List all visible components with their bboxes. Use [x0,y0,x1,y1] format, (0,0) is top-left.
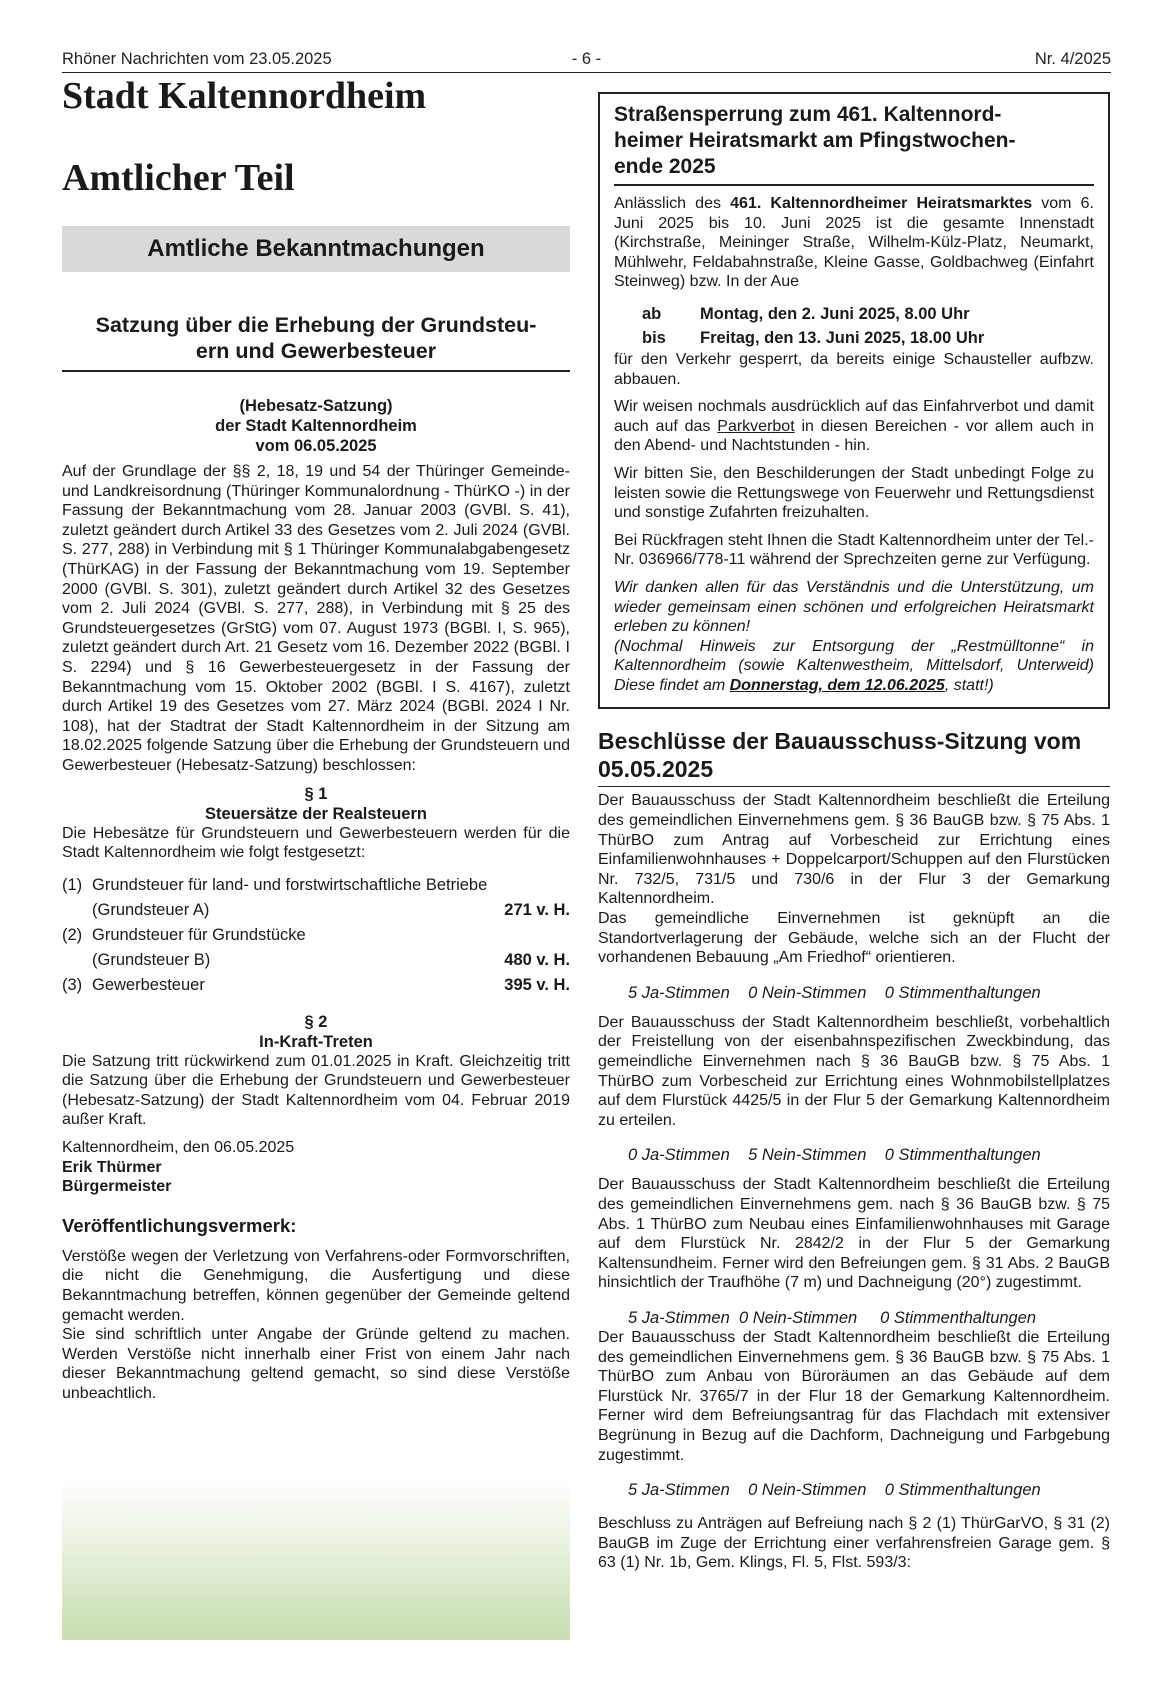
waste-text: (Nochmal Hinweis zur Entsorgung der „Restmülltonne“ in Kaltennordheim (sowie Kaltenwestheim, Mittelsdorf, Unterweid) Diese findet am [614,637,1094,694]
bauausschuss-heading [598,727,1110,787]
decision-1-condition: Das gemeindliche Einvernehmen ist geknüpft an die Standortverlagerung der Gebäude, welche sich an der Flucht der vorhandenen Bebauung „Am Friedhof“ orientieren. [598,910,1110,967]
rates-table [62,873,570,998]
rate-sublabel: (Grundsteuer A) [92,900,210,919]
from-label: ab [642,304,662,323]
warning-text: in diesen Bereichen - vor allem auch in den Abend- und Nachtstunden - hin. [614,417,1094,455]
header-issue: Nr. 4/2025 [1034,50,1111,68]
table-row [62,948,570,973]
decision-5: Beschluss zu Anträgen auf Befreiung nach § 2 (1) ThürGarVO, § 31 (2) BauGB im Zuge der Errichtung einer verfahrensfreien Garage gem. § 63 (1) Nr. 1b, Gem. Klings, Fl. 5, Flst. 593/3: [598,1515,1110,1572]
header-publication: Rhöner Nachrichten vom 23.05.2025 [62,50,332,68]
closure-dates [614,302,1094,350]
satzung-heading-line1: Satzung über die Erhebung der Grundsteu- [95,313,537,337]
road-closure-intro [614,194,1094,292]
to-value: Freitag, den 13. Juni 2025, 18.00 Uhr [700,328,985,347]
contact-info: Bei Rückfragen steht Ihnen die Stadt Kaltennordheim unter der Tel.-Nr. 036966/778-11 während der Sprechzeiten gerne zur Verfügung. [614,531,1094,569]
section-title: Amtlicher Teil [62,157,295,199]
heading-line: Beschlüsse der Bauausschuss-Sitzung vom [598,728,1082,755]
vote-result-3: 5 Ja-Stimmen 0 Nein-Stimmen 0 Stimmenthaltungen [628,1308,1037,1327]
satzung-intro: Auf der Grundlage der §§ 2, 18, 19 und 54 der Thüringer Gemeinde- und Landkreisordnung (Thüringer Kommunalordnung - ThürKO -) in der Fassung der Bekanntmachung vom 28. Januar 2003 (GVBl. S. 41), zuletzt geändert durch Artikel 33 des Gesetzes vom 2. Juli 2024 (GVBl. S. 277, 288) in Verbindung mit § 1 Thüringer Kommunalabgabengesetz (ThürKAG) in der Fassung der Bekanntmachung vom 19. September 2000 (GVBl. S. 301), zuletzt geändert durch Artikel 32 des Gesetzes vom 2. Juli 2024 (GVBl. S. 277, 288), in Verbindung mit § 25 des Grundsteuergesetzes (GrStG) vom 07. August 1973 (BGBl. I, S. 965), zuletzt geändert durch Art. 21 Gesetz vom 16. Dezember 2022 (BGBl. I S. 2294) und § 16 Gewerbesteuergesetz in der Fassung der Bekanntmachung vom 15. Oktober 2002 (BGBl. I S. 4167), zuletzt durch Artikel 19 des Gesetzes vom 27. März 2024 (BGBl. 2024 I Nr. 108), hat der Stadtrat der Stadt Kaltennordheim in der Sitzung am 18.02.2025 folgende Satzung über die Erhebung der Grundsteuern und Gewerbesteuer (Hebesatz-Satzung) beschlossen: [62,463,570,774]
decision-1: Der Bauausschuss der Stadt Kaltennordheim beschließt die Erteilung des gemeindlichen Einvernehmens gem. § 36 BauGB bzw. § 75 Abs. 1 ThürBO zum Antrag auf Vorbescheid zur Errichtung eines Einfamilienwohnhauses + Doppelcarport/Schuppen auf den Flurstücken Nr. 732/5, 731/5 und 730/6 in der Flur 3 der Gemarkung Kaltennordheim. [598,792,1110,908]
vermerk-text-2: Sie sind schriftlich unter Angabe der Gründe geltend zu machen. Werden Verstöße nicht innerhalb einer Frist von einem Jahr nach dieser Bekanntmachung geltend gemacht, so sind diese Verstöße unbeachtlich. [62,1326,570,1402]
parking-warning [614,397,1094,456]
road-closure-heading [614,102,1094,186]
waste-text: , statt!) [944,676,994,694]
closed-notice: für den Verkehr gesperrt, da bereits einige Schausteller aufbzw. abbauen. [614,350,1094,388]
paragraph-1-heading [62,784,570,824]
rate-label: Grundsteuer für land- und forstwirtschaftliche Betriebe [92,875,488,894]
heading-line: Straßensperrung zum 461. Kaltennord- [614,103,1002,126]
rate-number: (1) [62,875,83,894]
subtitle-line2: der Stadt Kaltennordheim [215,417,417,435]
rate-value: 480 v. H. [504,950,570,969]
rate-number: (2) [62,925,83,944]
paragraph-1-number: § 1 [304,784,328,803]
vermerk-text-1: Verstöße wegen der Verletzung von Verfahrens-oder Formvorschriften, die nicht die Genehmigung, die Ausfertigung und diese Bekanntmachung betreffen, können gegenüber der Gemeinde geltend gemacht werden. [62,1247,570,1324]
heading-line: 05.05.2025 [598,756,714,783]
signer-role: Bürgermeister [62,1178,172,1196]
vote-result-2: 0 Ja-Stimmen 5 Nein-Stimmen 0 Stimmenthaltungen [628,1146,1041,1165]
rate-number: (3) [62,975,83,994]
follow-signs: Wir bitten Sie, den Beschilderungen der Stadt unbedingt Folge zu leisten sowie die Rettungswege von Feuerwehr und Rettungsdienst und sonstige Zufahrten freizuhalten. [614,464,1094,522]
vote-result-4: 5 Ja-Stimmen 0 Nein-Stimmen 0 Stimmenthaltungen [628,1481,1041,1500]
vermerk-heading: Veröffentlichungsvermerk: [62,1214,297,1236]
city-title: Stadt Kaltennordheim [62,75,427,117]
rate-sublabel: (Grundsteuer B) [92,950,211,969]
table-row [62,873,570,898]
road-closure-box [598,92,1110,709]
intro-text: Anlässlich des [614,195,731,212]
intro-event: 461. Kaltennordheimer Heiratsmarktes [730,195,1033,212]
satzung-heading-line2: ern und Gewerbesteuer [195,339,437,363]
header-page-number: - 6 - [571,50,602,68]
paragraph-2-number: § 2 [304,1012,328,1031]
paragraph-2-heading [62,1012,570,1052]
from-value: Montag, den 2. Juni 2025, 8.00 Uhr [700,304,970,323]
left-column [62,74,570,1404]
satzung-heading [62,312,570,372]
right-column [598,92,1110,1573]
signer-name: Erik Thürmer [62,1158,162,1176]
page-header [62,50,1111,73]
decision-3: Der Bauausschuss der Stadt Kaltennordheim beschließt die Erteilung des gemeindlichen Einvernehmens gem. nach § 36 BauGB bzw. § 75 Abs. 1 ThürBO zum Neubau eines Einfamilienwohnhauses mit Garage auf dem Flurstück Nr. 2842/2 in der Flur 5 der Gemarkung Kaltensundheim. Ferner wird den Befreiungen gem. § 31 Abs. 2 BauGB hinsichtlich der Traufhöhe (7 m) und Dachneigung (20°) zugestimmt. [598,1176,1110,1292]
waste-note [614,637,1094,696]
table-row [62,973,570,998]
to-label: bis [642,328,666,347]
closure-from [614,302,1094,326]
rate-label: Gewerbesteuer [92,975,205,994]
satzung-subtitle [62,396,570,456]
rate-label: Grundsteuer für Grundstücke [92,925,306,944]
heading-line: ende 2025 [614,155,716,178]
rate-value: 395 v. H. [504,975,570,994]
paragraph-2-title: In-Kraft-Treten [259,1032,373,1051]
vote-result-1: 5 Ja-Stimmen 0 Nein-Stimmen 0 Stimmenthaltungen [628,983,1041,1002]
paragraph-1-title: Steuersätze der Realsteuern [205,804,427,823]
table-row [62,898,570,923]
warning-text: Wir weisen nochmals ausdrücklich auf das Einfahrverbot und damit auch auf das [614,398,1094,435]
intro-text: vom 6. Juni 2025 bis 10. Juni 2025 ist die gesamte Innenstadt (Kirchstraße, Meininger Straße, Wilhelm-Külz-Platz, Neumarkt, Mühlwehr, Feldabahnstraße, Kleine Gasse, Goldbachweg (Einfahrt Steinweg) bzw. In der Aue [614,195,1094,291]
subtitle-line3: vom 06.05.2025 [255,437,377,455]
place-date: Kaltennordheim, den 06.05.2025 [62,1139,295,1157]
table-row [62,923,570,948]
thanks-note: Wir danken allen für das Verständnis und die Unterstützung, um wieder gemeinsam einen schönen und erfolgreichen Heiratsmarkt erleben zu können! [614,578,1094,636]
rate-value: 271 v. H. [504,900,570,919]
subtitle-line1: (Hebesatz-Satzung) [239,397,393,415]
decision-4: Der Bauausschuss der Stadt Kaltennordheim beschließt die Erteilung des gemeindlichen Einvernehmens gem. § 36 BauGB bzw. § 75 Abs. 1 ThürBO zum Anbau von Büroräumen an das Gebäude auf dem Flurstück Nr. 3765/7 in der Flur 18 der Gemarkung Kaltennordheim. Ferner wird dem Befreiungsantrag für das Flachdach mit extensiver Begrünung in Bezug auf die Dachform, Dachneigung und Farbgebung zugestimmt. [598,1328,1110,1464]
parkverbot-text: Parkverbot [717,417,795,435]
decision-2: Der Bauausschuss der Stadt Kaltennordheim beschließt, vorbehaltlich der Freistellung von der eisenbahnspezifischen Zweckbindung, das gemeindliche Einvernehmen nach § 36 BauGB bzw. § 75 Abs. 1 ThürBO zum Vorbescheid zur Errichtung eines Wohnmobilstellplatzes auf dem Flurstück 4425/5 in der Flur 5 der Gemarkung Kaltennordheim zu erteilen. [598,1013,1110,1129]
waste-date: Donnerstag, dem 12.06.2025 [729,676,945,694]
banner-bekanntmachungen: Amtliche Bekanntmachungen [62,226,570,272]
paragraph-1-text: Die Hebesätze für Grundsteuern und Gewerbesteuern werden für die Stadt Kaltennordheim wie folgt festgesetzt: [62,824,570,862]
paragraph-2-text: Die Satzung tritt rückwirkend zum 01.01.2025 in Kraft. Gleichzeitig tritt die Satzung über die Erhebung der Grundsteuern und Gewerbesteuer (Hebesatz-Satzung) der Stadt Kaltennordheim vom 04. Februar 2019 außer Kraft. [62,1052,570,1129]
closure-to [614,326,1094,350]
decorative-gradient [62,1480,570,1640]
heading-line: heimer Heiratsmarkt am Pfingstwochen- [614,129,1016,152]
